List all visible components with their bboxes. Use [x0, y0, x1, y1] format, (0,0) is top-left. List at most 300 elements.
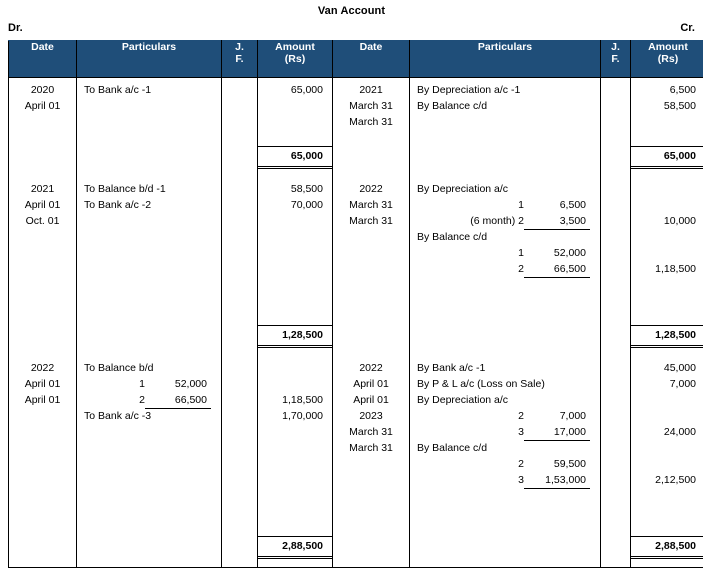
- jf-entry: [222, 488, 257, 504]
- debit-total-jf-cell: [222, 536, 258, 559]
- spacer-line: [631, 293, 703, 309]
- credit-date-cell: [333, 78, 410, 147]
- spacer-line: [631, 520, 703, 536]
- gap-cell: [410, 559, 601, 568]
- header-amount-debit-line1: Amount: [258, 41, 332, 53]
- spacer-line: [333, 520, 409, 536]
- gap-cell: [222, 559, 258, 568]
- spacer-line: [258, 472, 332, 488]
- spacer-line: [77, 424, 221, 440]
- gap-cell: [601, 559, 631, 568]
- jf-entry: [222, 424, 257, 440]
- spacer-line: [77, 261, 221, 277]
- spacer-line: [258, 98, 332, 114]
- date-column-content: [333, 177, 409, 325]
- spacer-line: [258, 130, 332, 146]
- amount-value: 65,000: [258, 82, 332, 98]
- amount-value: 1,70,000: [258, 408, 332, 424]
- spacer-line: [77, 309, 221, 325]
- header-jf-debit: [222, 41, 258, 78]
- gap-cell: [631, 559, 703, 568]
- gap-cell: [222, 348, 258, 356]
- jf-entry: [222, 98, 257, 114]
- gap-cell: [631, 169, 703, 177]
- gap-cell: [258, 559, 333, 568]
- subrow-key: 2: [119, 392, 145, 409]
- credit-particulars-cell: [410, 78, 601, 147]
- ledger-total-row: [9, 536, 703, 559]
- amount-value: 24,000: [631, 424, 703, 440]
- debit-particulars-cell: [77, 356, 222, 536]
- particulars-entry: By Bank a/c -1: [410, 360, 600, 376]
- header-date-debit: Date: [9, 41, 77, 78]
- debit-total-particulars-cell: [77, 146, 222, 169]
- jf-entry: [601, 504, 630, 520]
- gap-cell: [258, 348, 333, 356]
- jf-entry: [222, 309, 257, 325]
- particulars-subrow: [410, 424, 600, 440]
- spacer-line: [258, 261, 332, 277]
- credit-total-jf-cell: [601, 536, 631, 559]
- debit-date-cell: [9, 356, 77, 536]
- debit-amount-cell: [258, 356, 333, 536]
- credit-jf-cell: [601, 356, 631, 536]
- particulars-entry: To Balance b/d: [77, 360, 221, 376]
- particulars-subrow: [410, 213, 600, 229]
- amount-value: 70,000: [258, 197, 332, 213]
- header-amount-credit-line1: Amount: [631, 41, 703, 53]
- date-entry: 2022: [333, 181, 409, 197]
- credit-amount-cell: [631, 177, 703, 325]
- particulars-entry: By Balance c/d: [410, 98, 600, 114]
- spacer-line: [77, 504, 221, 520]
- subrow-key: 3: [498, 424, 524, 441]
- spacer-line: [333, 277, 409, 293]
- header-amount-debit: [258, 41, 333, 78]
- debit-total-date-cell: [9, 146, 77, 169]
- date-entry: April 01: [9, 376, 76, 392]
- date-entry: Oct. 01: [9, 213, 76, 229]
- particulars-subrow: [410, 456, 600, 472]
- ledger-table: [8, 40, 703, 568]
- jf-entry: [222, 245, 257, 261]
- spacer-line: [631, 130, 703, 146]
- subrow-key: 1: [119, 376, 145, 392]
- jf-entry: [222, 456, 257, 472]
- ledger-body: [9, 78, 703, 568]
- jf-entry: [601, 181, 630, 197]
- jf-entry: [601, 456, 630, 472]
- ledger-gap-row: [9, 348, 703, 356]
- credit-date-cell: [333, 356, 410, 536]
- spacer-line: [333, 472, 409, 488]
- spacer-line: [333, 488, 409, 504]
- gap-cell: [222, 169, 258, 177]
- jf-entry: [222, 197, 257, 213]
- particulars-subrow: [410, 261, 600, 277]
- spacer-line: [9, 456, 76, 472]
- gap-cell: [631, 348, 703, 356]
- gap-cell: [410, 348, 601, 356]
- spacer-line: [410, 504, 600, 520]
- credit-amount-cell: [631, 356, 703, 536]
- gap-cell: [410, 169, 601, 177]
- debit-total-amount-cell: [258, 325, 333, 348]
- jf-entry: [601, 520, 630, 536]
- particulars-entry: By Balance c/d: [410, 440, 600, 456]
- debit-particulars-cell: [77, 177, 222, 325]
- spacer-line: [9, 277, 76, 293]
- gap-cell: [601, 348, 631, 356]
- debit-side-label: Dr.: [8, 22, 23, 34]
- spacer-line: [258, 488, 332, 504]
- spacer-line: [410, 520, 600, 536]
- amount-value: 2,12,500: [631, 472, 703, 488]
- spacer-line: [631, 245, 703, 261]
- jf-entry: [222, 392, 257, 408]
- spacer-line: [631, 488, 703, 504]
- spacer-line: [9, 472, 76, 488]
- credit-total-date-cell: [333, 536, 410, 559]
- debit-amount-column-content: [258, 177, 332, 325]
- spacer-line: [258, 424, 332, 440]
- spacer-line: [631, 309, 703, 325]
- date-entry: 2022: [333, 360, 409, 376]
- gap-cell: [9, 169, 77, 177]
- total-amount: 1,28,500: [631, 325, 703, 348]
- spacer-line: [333, 504, 409, 520]
- spacer-line: [9, 488, 76, 504]
- spacer-line: [333, 456, 409, 472]
- particulars-column-content: [77, 177, 221, 325]
- debit-particulars-cell: [77, 78, 222, 147]
- header-particulars-credit: Particulars: [410, 41, 601, 78]
- gap-cell: [333, 559, 410, 568]
- debit-total-jf-cell: [222, 325, 258, 348]
- spacer-line: [9, 520, 76, 536]
- credit-total-jf-cell: [601, 325, 631, 348]
- jf-entry: [222, 440, 257, 456]
- date-column-content: [333, 78, 409, 146]
- jf-entry: [601, 261, 630, 277]
- jf-entry: [222, 408, 257, 424]
- subrow-key: (6 month) 2: [429, 213, 524, 230]
- particulars-subrow: [410, 472, 600, 488]
- jf-entry: [601, 424, 630, 440]
- spacer-line: [9, 504, 76, 520]
- ledger-total-row: [9, 146, 703, 169]
- jf-entry: [601, 293, 630, 309]
- table-header-row: [9, 41, 703, 78]
- header-jf-debit-line2: F.: [222, 53, 257, 65]
- jf-entry: [222, 376, 257, 392]
- credit-amount-column-content: [631, 177, 703, 325]
- ledger-section-row: [9, 177, 703, 325]
- debit-jf-cell: [222, 177, 258, 325]
- spacer-line: [631, 197, 703, 213]
- credit-jf-cell: [601, 177, 631, 325]
- spacer-line: [631, 181, 703, 197]
- jf-entry: [601, 130, 630, 146]
- spacer-line: [77, 277, 221, 293]
- spacer-line: [77, 293, 221, 309]
- subrow-value: 3,500: [524, 213, 590, 230]
- spacer-line: [631, 504, 703, 520]
- spacer-line: [9, 261, 76, 277]
- spacer-line: [77, 488, 221, 504]
- jf-entry: [601, 360, 630, 376]
- subrow-key: 1: [498, 197, 524, 213]
- header-date-credit: Date: [333, 41, 410, 78]
- dr-cr-labels: [8, 22, 695, 40]
- jf-entry: [222, 277, 257, 293]
- spacer-line: [9, 408, 76, 424]
- date-entry: 2023: [333, 408, 409, 424]
- date-entry: 2020: [9, 82, 76, 98]
- debit-total-particulars-cell: [77, 325, 222, 348]
- jf-entry: [601, 245, 630, 261]
- jf-entry: [222, 181, 257, 197]
- particulars-subrow: [410, 408, 600, 424]
- debit-jf-cell: [222, 78, 258, 147]
- spacer-line: [258, 440, 332, 456]
- jf-column-content: [222, 356, 257, 536]
- particulars-column-content: [77, 356, 221, 536]
- header-amount-credit: [631, 41, 703, 78]
- credit-amount-column-content: [631, 356, 703, 536]
- gap-cell: [77, 348, 222, 356]
- particulars-subrow: [77, 392, 221, 408]
- jf-entry: [601, 197, 630, 213]
- ledger-section-row: [9, 78, 703, 147]
- particulars-entry: By Balance c/d: [410, 229, 600, 245]
- debit-amount-column-content: [258, 356, 332, 536]
- jf-entry: [222, 360, 257, 376]
- date-entry: 2021: [9, 181, 76, 197]
- date-column-content: [9, 177, 76, 325]
- spacer-line: [9, 424, 76, 440]
- debit-total-particulars-cell: [77, 536, 222, 559]
- spacer-line: [9, 309, 76, 325]
- amount-value: 7,000: [631, 376, 703, 392]
- subrow-value: 66,500: [145, 392, 211, 409]
- jf-entry: [601, 408, 630, 424]
- particulars-column-content: [410, 177, 600, 325]
- gap-cell: [258, 169, 333, 177]
- jf-entry: [222, 504, 257, 520]
- spacer-line: [77, 130, 221, 146]
- jf-entry: [601, 82, 630, 98]
- subrow-key: 2: [498, 408, 524, 424]
- spacer-line: [9, 229, 76, 245]
- subrow-key: 2: [498, 261, 524, 278]
- date-column-content: [9, 78, 76, 146]
- credit-total-particulars-cell: [410, 146, 601, 169]
- particulars-column-content: [410, 78, 600, 146]
- credit-total-particulars-cell: [410, 536, 601, 559]
- credit-total-jf-cell: [601, 146, 631, 169]
- date-entry: March 31: [333, 197, 409, 213]
- total-amount: 65,000: [258, 146, 332, 169]
- spacer-line: [77, 213, 221, 229]
- subrow-value: 59,500: [524, 456, 590, 472]
- spacer-line: [258, 520, 332, 536]
- gap-cell: [601, 169, 631, 177]
- spacer-line: [333, 229, 409, 245]
- ledger-section-row: [9, 356, 703, 536]
- particulars-entry: By Depreciation a/c: [410, 181, 600, 197]
- debit-amount-cell: [258, 78, 333, 147]
- date-entry: April 01: [9, 197, 76, 213]
- particulars-subrow: [410, 245, 600, 261]
- total-amount: 65,000: [631, 146, 703, 169]
- spacer-line: [9, 440, 76, 456]
- particulars-entry: To Bank a/c -3: [77, 408, 221, 424]
- spacer-line: [77, 114, 221, 130]
- debit-jf-cell: [222, 356, 258, 536]
- spacer-line: [631, 456, 703, 472]
- spacer-line: [77, 440, 221, 456]
- total-amount: 2,88,500: [258, 536, 332, 559]
- date-entry: March 31: [333, 424, 409, 440]
- gap-cell: [9, 348, 77, 356]
- jf-entry: [222, 261, 257, 277]
- date-entry: March 31: [333, 114, 409, 130]
- spacer-line: [258, 277, 332, 293]
- particulars-subrow: [410, 197, 600, 213]
- jf-entry: [601, 213, 630, 229]
- spacer-line: [258, 229, 332, 245]
- amount-value: 6,500: [631, 82, 703, 98]
- particulars-entry: To Balance b/d -1: [77, 181, 221, 197]
- spacer-line: [258, 293, 332, 309]
- ledger-total-row: [9, 325, 703, 348]
- debit-date-cell: [9, 177, 77, 325]
- header-jf-credit-line1: J.: [601, 41, 630, 53]
- jf-entry: [222, 114, 257, 130]
- credit-total-amount-cell: [631, 146, 703, 169]
- subrow-value: 1,53,000: [524, 472, 590, 489]
- subrow-value: 6,500: [524, 197, 590, 213]
- credit-total-date-cell: [333, 325, 410, 348]
- jf-entry: [601, 440, 630, 456]
- subrow-value: 52,000: [145, 376, 211, 392]
- date-entry: 2021: [333, 82, 409, 98]
- spacer-line: [9, 130, 76, 146]
- amount-value: 45,000: [631, 360, 703, 376]
- date-entry: April 01: [333, 376, 409, 392]
- subrow-key: 1: [498, 245, 524, 261]
- ledger-gap-row: [9, 559, 703, 568]
- jf-column-content: [601, 177, 630, 325]
- credit-total-date-cell: [333, 146, 410, 169]
- date-column-content: [333, 356, 409, 536]
- gap-cell: [77, 169, 222, 177]
- jf-entry: [601, 114, 630, 130]
- header-particulars-debit: Particulars: [77, 41, 222, 78]
- particulars-column-content: [77, 78, 221, 146]
- spacer-line: [410, 277, 600, 293]
- subrow-key: 2: [498, 456, 524, 472]
- jf-entry: [222, 520, 257, 536]
- jf-entry: [601, 229, 630, 245]
- header-jf-credit: [601, 41, 631, 78]
- spacer-line: [9, 114, 76, 130]
- debit-total-date-cell: [9, 325, 77, 348]
- jf-entry: [601, 277, 630, 293]
- spacer-line: [258, 504, 332, 520]
- spacer-line: [410, 488, 600, 504]
- spacer-line: [258, 456, 332, 472]
- spacer-line: [77, 98, 221, 114]
- particulars-entry: To Bank a/c -2: [77, 197, 221, 213]
- subrow-value: 7,000: [524, 408, 590, 424]
- spacer-line: [631, 408, 703, 424]
- spacer-line: [631, 277, 703, 293]
- spacer-line: [333, 309, 409, 325]
- date-entry: March 31: [333, 213, 409, 229]
- spacer-line: [77, 229, 221, 245]
- spacer-line: [631, 229, 703, 245]
- gap-cell: [333, 348, 410, 356]
- spacer-line: [410, 114, 600, 130]
- gap-cell: [333, 169, 410, 177]
- jf-column-content: [601, 78, 630, 146]
- spacer-line: [258, 309, 332, 325]
- date-entry: April 01: [9, 392, 76, 408]
- spacer-line: [77, 520, 221, 536]
- jf-entry: [601, 488, 630, 504]
- spacer-line: [631, 440, 703, 456]
- particulars-subrow: [77, 376, 221, 392]
- spacer-line: [258, 360, 332, 376]
- jf-entry: [222, 472, 257, 488]
- credit-total-amount-cell: [631, 325, 703, 348]
- date-entry: March 31: [333, 98, 409, 114]
- spacer-line: [631, 392, 703, 408]
- debit-amount-cell: [258, 177, 333, 325]
- spacer-line: [77, 472, 221, 488]
- jf-entry: [222, 213, 257, 229]
- jf-column-content: [222, 177, 257, 325]
- credit-total-particulars-cell: [410, 325, 601, 348]
- spacer-line: [333, 293, 409, 309]
- jf-entry: [601, 472, 630, 488]
- date-column-content: [9, 356, 76, 536]
- header-amount-credit-line2: (Rs): [631, 53, 703, 65]
- spacer-line: [258, 245, 332, 261]
- page-title: Van Account: [0, 0, 703, 17]
- jf-column-content: [222, 78, 257, 146]
- subrow-value: 52,000: [524, 245, 590, 261]
- amount-value: 58,500: [631, 98, 703, 114]
- particulars-entry: By P & L a/c (Loss on Sale): [410, 376, 600, 392]
- debit-total-amount-cell: [258, 536, 333, 559]
- date-entry: April 01: [333, 392, 409, 408]
- spacer-line: [631, 114, 703, 130]
- spacer-line: [333, 130, 409, 146]
- jf-entry: [222, 293, 257, 309]
- header-jf-credit-line2: F.: [601, 53, 630, 65]
- debit-amount-column-content: [258, 78, 332, 146]
- particulars-entry: By Depreciation a/c: [410, 392, 600, 408]
- amount-value: 1,18,500: [631, 261, 703, 277]
- credit-jf-cell: [601, 78, 631, 147]
- particulars-column-content: [410, 356, 600, 536]
- spacer-line: [9, 245, 76, 261]
- debit-total-amount-cell: [258, 146, 333, 169]
- jf-entry: [222, 82, 257, 98]
